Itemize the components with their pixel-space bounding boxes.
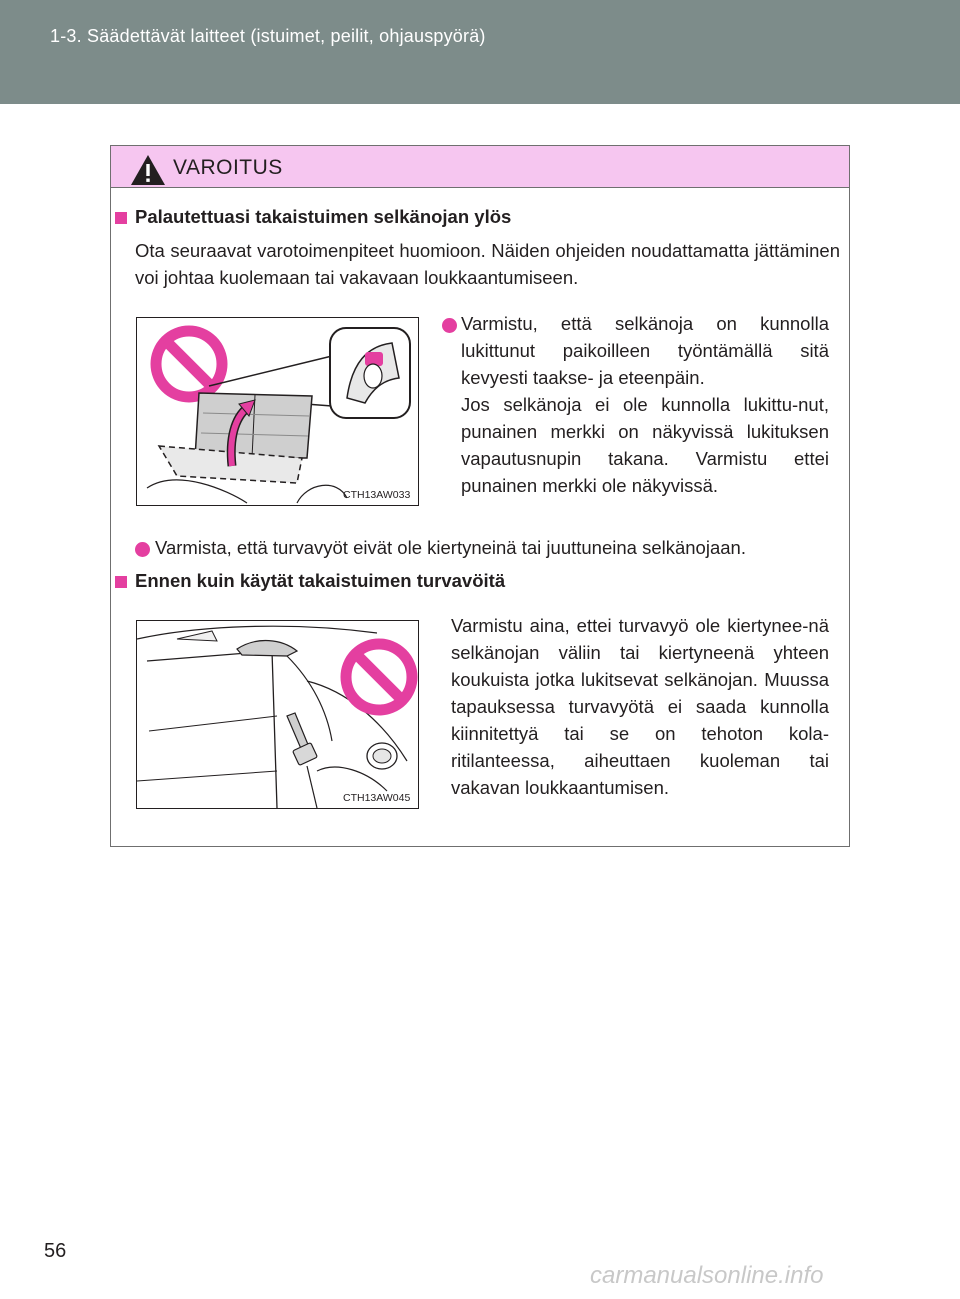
section1-bullet2: Varmista, että turvavyöt eivät ole kiertyneinä tai juuttuneina selkänojaan. — [155, 537, 746, 558]
section2-text: Varmistu aina, ettei turvavyö ole kiertynee-nä selkänojan väliin tai kiertyneenä yhteen koukuista jotka lukitsevat selkänojan. Muussa tapauksessa turvavyötä ei saada kunnolla kiinnitettyä tai se on tehoton kola-ritilanteessa, aiheuttaen kuoleman tai vakavan loukkaantumisen. — [451, 615, 829, 798]
seatback-figure — [136, 317, 419, 506]
watermark: carmanualsonline.info — [590, 1262, 824, 1289]
figure-code: CTH13AW033 — [343, 489, 411, 501]
section1-bullet1-continued: Jos selkänoja ei ole kunnolla lukittu-nut, punainen merkki on näkyvissä lukituksen vapautusnupin takana. Varmistu ettei punainen merkki ole näkyvissä. — [461, 394, 829, 496]
section2-heading: Ennen kuin käytät takaistuimen turvavöitä — [135, 570, 506, 591]
section1-bullet1: Varmistu, että selkänoja on kunnolla lukittunut paikoilleen työntämällä sitä kevyesti taakse- ja eteenpäin. — [461, 313, 829, 388]
bullet-dot — [442, 318, 457, 333]
warning-box — [110, 145, 850, 847]
chapter-title: 1-3. Säädettävät laitteet (istuimet, peilit, ohjauspyörä) — [50, 26, 486, 46]
warning-triangle-icon — [129, 153, 167, 187]
warning-title: VAROITUS — [173, 156, 283, 179]
seatback-illustration — [137, 318, 418, 505]
bullet-dot — [135, 542, 150, 557]
page-header — [0, 0, 960, 104]
page-number: 56 — [44, 1240, 67, 1262]
section1-heading: Palautettuasi takaistuimen selkänojan ylös — [135, 206, 512, 227]
section-marker-square — [115, 212, 127, 224]
section1-intro: Ota seuraavat varotoimenpiteet huomioon. Näiden ohjeiden noudattamatta jättäminen voi johtaa kuolemaan tai vakavaan loukkaantumiseen. — [135, 240, 840, 288]
figure-code: CTH13AW045 — [343, 792, 411, 804]
seatbelt-illustration — [137, 621, 418, 808]
seatbelt-figure — [136, 620, 419, 809]
section-marker-square — [115, 576, 127, 588]
warning-header — [111, 146, 849, 188]
